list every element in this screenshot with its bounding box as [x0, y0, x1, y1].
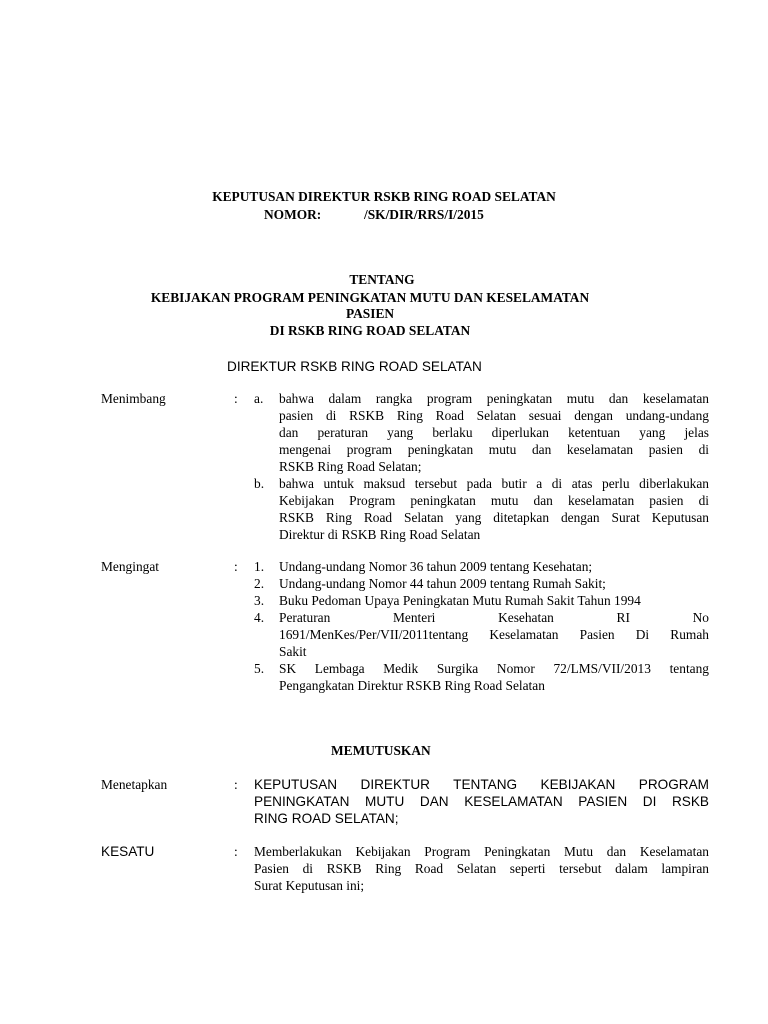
text-line: Undang-undang Nomor 44 tahun 2009 tentang Rumah Sakit;	[279, 576, 606, 591]
mengingat-colon: :	[234, 559, 238, 574]
menimbang-label: Menimbang	[101, 391, 166, 406]
text-line: Peraturan Menteri Kesehatan RI No	[279, 610, 709, 625]
kesatu-text	[254, 843, 709, 894]
text-line: Buku Pedoman Upaya Peningkatan Mutu Rumah Sakit Tahun 1994	[279, 593, 641, 608]
text-line: Memberlakukan Kebijakan Program Peningkatan Mutu dan Keselamatan	[254, 844, 709, 859]
kesatu-colon: :	[234, 844, 238, 859]
subject-tentang: TENTANG	[349, 272, 415, 287]
mengingat-item-text	[279, 558, 709, 575]
menimbang-item-marker: b.	[254, 476, 265, 491]
mengingat-item-marker: 4.	[254, 610, 265, 625]
text-line: Pasien di RSKB Ring Road Selatan seperti tersebut dalam lampiran	[254, 861, 709, 876]
subject-line-2: PASIEN	[345, 306, 395, 321]
menimbang-item-text	[279, 475, 709, 543]
text-line: PENINGKATAN MUTU DAN KESELAMATAN PASIEN DI RSKB	[254, 794, 709, 809]
text-line: Surat Keputusan ini;	[254, 878, 365, 893]
mengingat-label: Mengingat	[101, 559, 160, 574]
mengingat-item-text	[279, 609, 709, 660]
text-line: pasien di RSKB Ring Road Selatan sesuai dengan undang-undang	[279, 408, 709, 423]
text-line: bahwa dalam rangka program peningkatan mutu dan keselamatan	[279, 391, 709, 406]
mengingat-item-text	[279, 575, 709, 592]
text-line: bahwa untuk maksud tersebut pada butir a di atas perlu diberlakukan	[279, 476, 709, 491]
mengingat-item-text	[279, 592, 709, 609]
menimbang-item-marker: a.	[254, 391, 264, 406]
menetapkan-colon: :	[234, 777, 238, 792]
mengingat-item-marker: 1.	[254, 559, 265, 574]
kesatu-label: KESATU	[101, 844, 155, 859]
text-line: Sakit	[279, 644, 307, 659]
menimbang-item-text	[279, 390, 709, 475]
text-line: 1691/MenKes/Per/VII/2011tentang Keselamatan Pasien Di Rumah	[279, 627, 709, 642]
mengingat-item-text	[279, 660, 709, 694]
text-line: RSKB Ring Road Selatan;	[279, 459, 422, 474]
mengingat-item-marker: 3.	[254, 593, 265, 608]
mengingat-item-marker: 2.	[254, 576, 265, 591]
text-line: mengenai program peningkatan mutu dan keselamatan pasien di	[279, 442, 709, 457]
text-line: KEPUTUSAN DIREKTUR TENTANG KEBIJAKAN PROGRAM	[254, 777, 709, 792]
menimbang-colon: :	[234, 391, 238, 406]
subject-line-1: KEBIJAKAN PROGRAM PENINGKATAN MUTU DAN KESELAMATAN	[150, 290, 590, 305]
menetapkan-text	[254, 776, 709, 827]
text-line: RSKB Ring Road Selatan yang ditetapkan dengan Surat Keputusan	[279, 510, 709, 525]
text-line: Undang-undang Nomor 36 tahun 2009 tentang Kesehatan;	[279, 559, 593, 574]
subject-line-3: DI RSKB RING ROAD SELATAN	[269, 323, 471, 338]
document-number-value: /SK/DIR/RRS/I/2015	[364, 207, 484, 222]
text-line: Kebijakan Program peningkatan mutu dan keselamatan pasien di	[279, 493, 709, 508]
mengingat-item-marker: 5.	[254, 661, 265, 676]
text-line: dan peraturan yang berlaku diperlukan ketentuan yang jelas	[279, 425, 709, 440]
document-number-label: NOMOR:	[264, 207, 322, 222]
document-title: KEPUTUSAN DIREKTUR RSKB RING ROAD SELATAN	[212, 189, 556, 204]
memutuskan-heading: MEMUTUSKAN	[331, 743, 431, 758]
menetapkan-label: Menetapkan	[101, 777, 168, 792]
text-line: SK Lembaga Medik Surgika Nomor 72/LMS/VII/2013 tentang	[279, 661, 709, 676]
text-line: Pengangkatan Direktur RSKB Ring Road Selatan	[279, 678, 545, 693]
text-line: Direktur di RSKB Ring Road Selatan	[279, 527, 481, 542]
text-line: RING ROAD SELATAN;	[254, 811, 399, 826]
director-heading: DIREKTUR RSKB RING ROAD SELATAN	[227, 359, 482, 374]
